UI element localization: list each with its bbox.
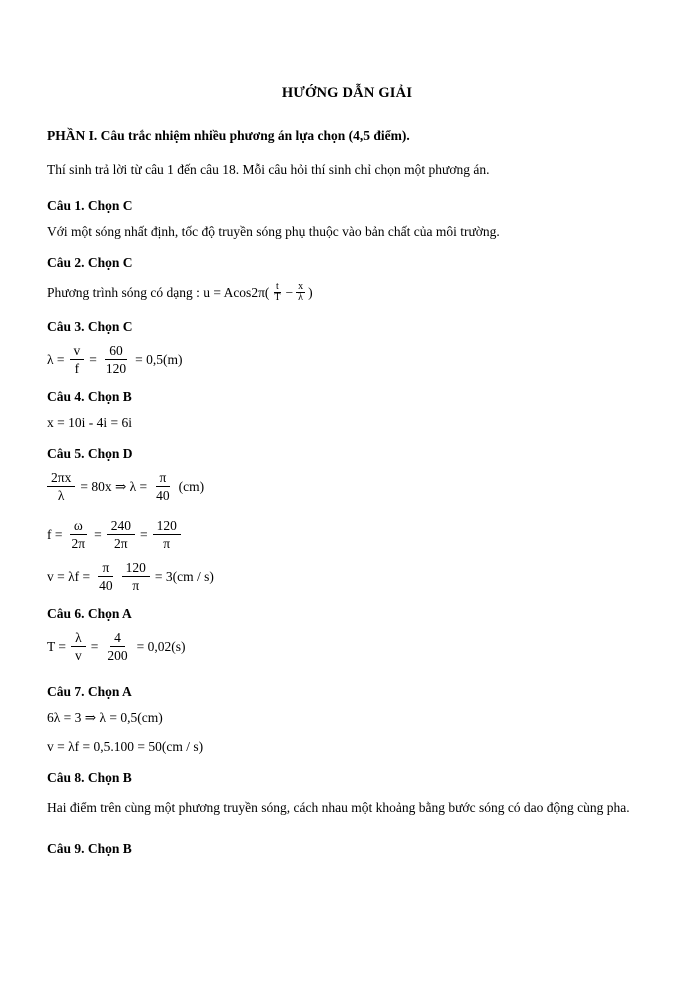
part-heading: PHẦN I. Câu trắc nhiệm nhiều phương án lựa chọn (4,5 điểm). xyxy=(47,128,410,143)
q3-frac2-numerator: 60 xyxy=(105,343,127,361)
q5-l1-frac1-denominator: λ xyxy=(57,488,65,504)
q3-formula xyxy=(47,343,647,377)
q2-heading: Câu 2. Chọn C xyxy=(47,254,133,270)
q6-heading: Câu 6. Chọn A xyxy=(47,605,132,621)
q5-l3-frac1-denominator: 40 xyxy=(99,578,113,594)
q5-l2-lead: f = xyxy=(47,526,63,542)
q2-formula-suffix: ) xyxy=(308,284,313,300)
q5-l3-frac1-numerator: π xyxy=(98,560,113,578)
q6-frac2-denominator: 200 xyxy=(107,648,128,664)
q5-l2-equals-2: = xyxy=(139,526,148,542)
q6-formula xyxy=(47,630,647,664)
intro-paragraph: Thí sinh trả lời từ câu 1 đến câu 18. Mỗi câu hỏi thí sinh chỉ chọn một phương án. xyxy=(47,162,490,177)
q5-l2-frac2-denominator: 2π xyxy=(114,536,128,552)
q2-frac2-denominator: λ xyxy=(298,292,304,304)
q4-heading: Câu 4. Chọn B xyxy=(47,388,132,404)
q3-fraction-2 xyxy=(102,343,130,377)
q5-formula-1 xyxy=(47,470,647,504)
q5-l1-fraction-1 xyxy=(47,470,75,504)
q8-heading: Câu 8. Chọn B xyxy=(47,769,132,785)
q5-l1-fraction-2 xyxy=(152,470,174,504)
q5-l3-frac2-denominator: π xyxy=(132,578,140,594)
q6-frac1-denominator: v xyxy=(75,648,82,664)
q5-l2-fraction-3 xyxy=(153,518,181,552)
q6-equals-1: = xyxy=(90,638,99,654)
q5-l3-fraction-1 xyxy=(95,560,117,594)
q6-frac1-numerator: λ xyxy=(71,630,86,648)
q6-fraction-2 xyxy=(103,630,131,664)
q2-formula-prefix: Phương trình sóng có dạng : u = Acos2π( xyxy=(47,284,270,300)
q5-l2-frac3-numerator: 120 xyxy=(153,518,181,536)
q5-l3-fraction-2 xyxy=(122,560,150,594)
q5-l2-equals-1: = xyxy=(94,526,102,542)
q5-l2-frac1-numerator: ω xyxy=(70,518,87,536)
q5-formula-3 xyxy=(47,560,647,594)
q5-l2-fraction-2 xyxy=(107,518,135,552)
q5-l1-frac2-numerator: π xyxy=(156,470,171,488)
q3-frac2-denominator: 120 xyxy=(105,361,127,377)
q3-frac1-numerator: v xyxy=(70,343,85,361)
q5-l2-frac2-numerator: 240 xyxy=(107,518,135,536)
q3-heading: Câu 3. Chọn C xyxy=(47,318,133,334)
q3-frac1-denominator: f xyxy=(74,361,80,377)
q2-fraction-1 xyxy=(272,282,282,304)
q7-heading: Câu 7. Chọn A xyxy=(47,684,132,699)
q5-formula-2 xyxy=(47,518,647,552)
q2-frac1-denominator: T xyxy=(274,292,281,304)
q1-heading: Câu 1. Chọn C xyxy=(47,198,133,213)
q3-formula-lead: λ = xyxy=(47,351,65,367)
q7-line-2: v = λf = 0,5.100 = 50(cm / s) xyxy=(47,738,204,754)
q6-frac2-numerator: 4 xyxy=(110,630,125,648)
q3-fraction-1 xyxy=(70,343,85,377)
q7-line-1: 6λ = 3 ⇒ λ = 0,5(cm) xyxy=(47,710,163,725)
q2-formula xyxy=(47,279,647,307)
q5-l1-tail: (cm) xyxy=(178,478,205,494)
q5-l1-frac2-denominator: 40 xyxy=(156,488,170,504)
q6-fraction-1 xyxy=(71,630,86,664)
q5-l3-lead: v = λf = xyxy=(47,568,91,584)
q5-l1-frac1-numerator: 2πx xyxy=(47,470,75,488)
q2-frac1-numerator: t xyxy=(276,280,279,292)
q2-minus-sign: − xyxy=(285,284,294,300)
q8-text: Hai điểm trên cùng một phương truyền sóng, cách nhau một khoảng bằng bước sóng có dao động cùng pha. xyxy=(47,799,630,815)
q5-l2-frac3-denominator: π xyxy=(163,536,171,552)
document-title: HƯỚNG DẪN GIẢI xyxy=(281,85,413,101)
q2-frac2-numerator: x xyxy=(298,280,304,292)
q5-l3-frac2-numerator: 120 xyxy=(122,560,150,578)
q5-l1-mid: = 80x ⇒ λ = xyxy=(80,478,148,494)
q4-text: x = 10i - 4i = 6i xyxy=(47,414,132,430)
q5-l2-frac1-denominator: 2π xyxy=(71,536,86,552)
q5-l2-fraction-1 xyxy=(67,518,89,552)
q6-formula-lead: T = xyxy=(47,638,66,654)
q9-heading: Câu 9. Chọn B xyxy=(47,840,132,856)
q1-text: Với một sóng nhất định, tốc độ truyền sóng phụ thuộc vào bản chất của môi trường. xyxy=(47,224,500,239)
q2-fraction-2 xyxy=(296,282,305,304)
q5-l3-tail: = 3(cm / s) xyxy=(154,568,214,584)
q6-formula-tail: = 0,02(s) xyxy=(136,638,186,654)
q5-heading: Câu 5. Chọn D xyxy=(47,445,133,461)
q3-formula-tail: = 0,5(m) xyxy=(135,351,183,367)
q3-equals-1: = xyxy=(89,351,97,367)
